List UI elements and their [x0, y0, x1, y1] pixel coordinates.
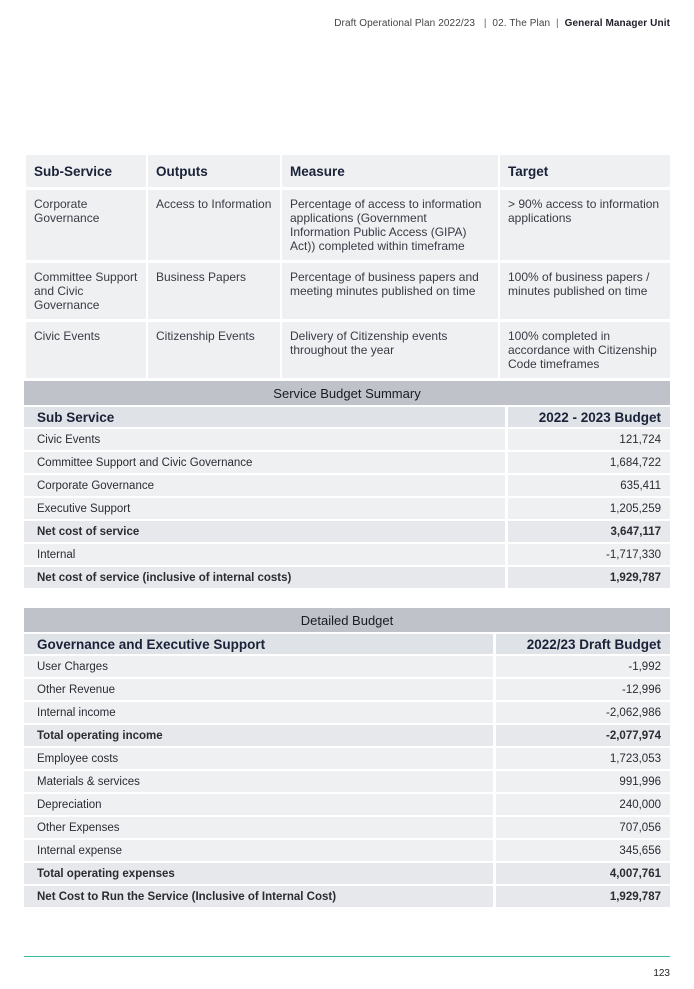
row-value: 1,929,787 [493, 886, 670, 907]
row-label: User Charges [24, 656, 493, 677]
row-label: Civic Events [24, 429, 505, 450]
table-cell: Committee Support and Civic Governance [26, 263, 146, 319]
table-cell: Delivery of Citizenship events throughout the year [282, 322, 498, 378]
table-row [24, 429, 670, 450]
row-value: 991,996 [493, 771, 670, 792]
section-label: 02. The Plan [492, 18, 551, 29]
column-header: Outputs [148, 155, 280, 187]
row-value: 1,929,787 [505, 567, 670, 588]
page-number: 123 [653, 968, 670, 979]
table-cell: Percentage of business papers and meeting minutes published on time [282, 263, 498, 319]
row-value: -2,062,986 [493, 702, 670, 723]
row-value: -2,077,974 [493, 725, 670, 746]
row-label: Net Cost to Run the Service (Inclusive of Internal Cost) [24, 886, 493, 907]
table-row-total [24, 863, 670, 884]
table-title-row [24, 608, 670, 632]
column-header: 2022 - 2023 Budget [505, 407, 670, 427]
row-label: Internal [24, 544, 505, 565]
column-header: Target [500, 155, 670, 187]
row-value: 1,205,259 [505, 498, 670, 519]
table-header-row [26, 155, 670, 187]
row-value: 1,723,053 [493, 748, 670, 769]
row-value: 121,724 [505, 429, 670, 450]
table-row [24, 475, 670, 496]
table-cell: Citizenship Events [148, 322, 280, 378]
table-row-total [24, 886, 670, 907]
page-header [334, 18, 670, 29]
row-label: Net cost of service (inclusive of internal costs) [24, 567, 505, 588]
table-row-total [24, 521, 670, 542]
row-label: Total operating expenses [24, 863, 493, 884]
row-label: Total operating income [24, 725, 493, 746]
table-cell: 100% of business papers / minutes published on time [500, 263, 670, 319]
table-cell: Civic Events [26, 322, 146, 378]
table-cell: Corporate Governance [26, 190, 146, 260]
table-cell: Business Papers [148, 263, 280, 319]
row-label: Employee costs [24, 748, 493, 769]
column-header: Sub Service [24, 407, 505, 427]
table-row [24, 452, 670, 473]
table-title-row [24, 381, 670, 405]
table-row [24, 771, 670, 792]
table-row [24, 679, 670, 700]
row-value: 4,007,761 [493, 863, 670, 884]
row-value: 345,656 [493, 840, 670, 861]
row-label: Other Expenses [24, 817, 493, 838]
table-cell: 100% completed in accordance with Citizenship Code timeframes [500, 322, 670, 378]
row-label: Other Revenue [24, 679, 493, 700]
row-value: -1,717,330 [505, 544, 670, 565]
table-row [24, 498, 670, 519]
doc-title: Draft Operational Plan 2022/23 [334, 18, 476, 29]
table-row [24, 794, 670, 815]
row-value: -12,996 [493, 679, 670, 700]
row-label: Depreciation [24, 794, 493, 815]
separator: | [556, 18, 559, 29]
row-value: 707,056 [493, 817, 670, 838]
table-row [24, 817, 670, 838]
row-label: Materials & services [24, 771, 493, 792]
separator: | [480, 18, 487, 29]
row-value: 240,000 [493, 794, 670, 815]
column-header: Governance and Executive Support [24, 634, 493, 654]
table-row [26, 190, 670, 260]
row-label: Committee Support and Civic Governance [24, 452, 505, 473]
table-row [24, 544, 670, 565]
table-row [26, 263, 670, 319]
row-value: 1,684,722 [505, 452, 670, 473]
row-value: 635,411 [505, 475, 670, 496]
table-title: Service Budget Summary [24, 381, 670, 405]
service-budget-summary-table [24, 379, 670, 590]
row-value: 3,647,117 [505, 521, 670, 542]
table-cell: Access to Information [148, 190, 280, 260]
table-row [24, 702, 670, 723]
column-header: Measure [282, 155, 498, 187]
table-row [24, 748, 670, 769]
table-row-total [24, 725, 670, 746]
row-label: Executive Support [24, 498, 505, 519]
table-title: Detailed Budget [24, 608, 670, 632]
row-label: Internal expense [24, 840, 493, 861]
row-label: Net cost of service [24, 521, 505, 542]
column-header: Sub-Service [26, 155, 146, 187]
table-cell: Percentage of access to information applications (Government Information Public Access (GIPA) Act)) completed within timeframe [282, 190, 498, 260]
table-header-row [24, 634, 670, 654]
table-header-row [24, 407, 670, 427]
unit-label: General Manager Unit [564, 18, 670, 29]
row-label: Internal income [24, 702, 493, 723]
detailed-budget-table [24, 606, 670, 909]
table-row [26, 322, 670, 378]
row-value: -1,992 [493, 656, 670, 677]
table-row [24, 656, 670, 677]
outputs-table [24, 152, 672, 381]
table-row [24, 840, 670, 861]
row-label: Corporate Governance [24, 475, 505, 496]
table-cell: > 90% access to information applications [500, 190, 670, 260]
footer-divider [24, 956, 670, 957]
table-row-total [24, 567, 670, 588]
column-header: 2022/23 Draft Budget [493, 634, 670, 654]
